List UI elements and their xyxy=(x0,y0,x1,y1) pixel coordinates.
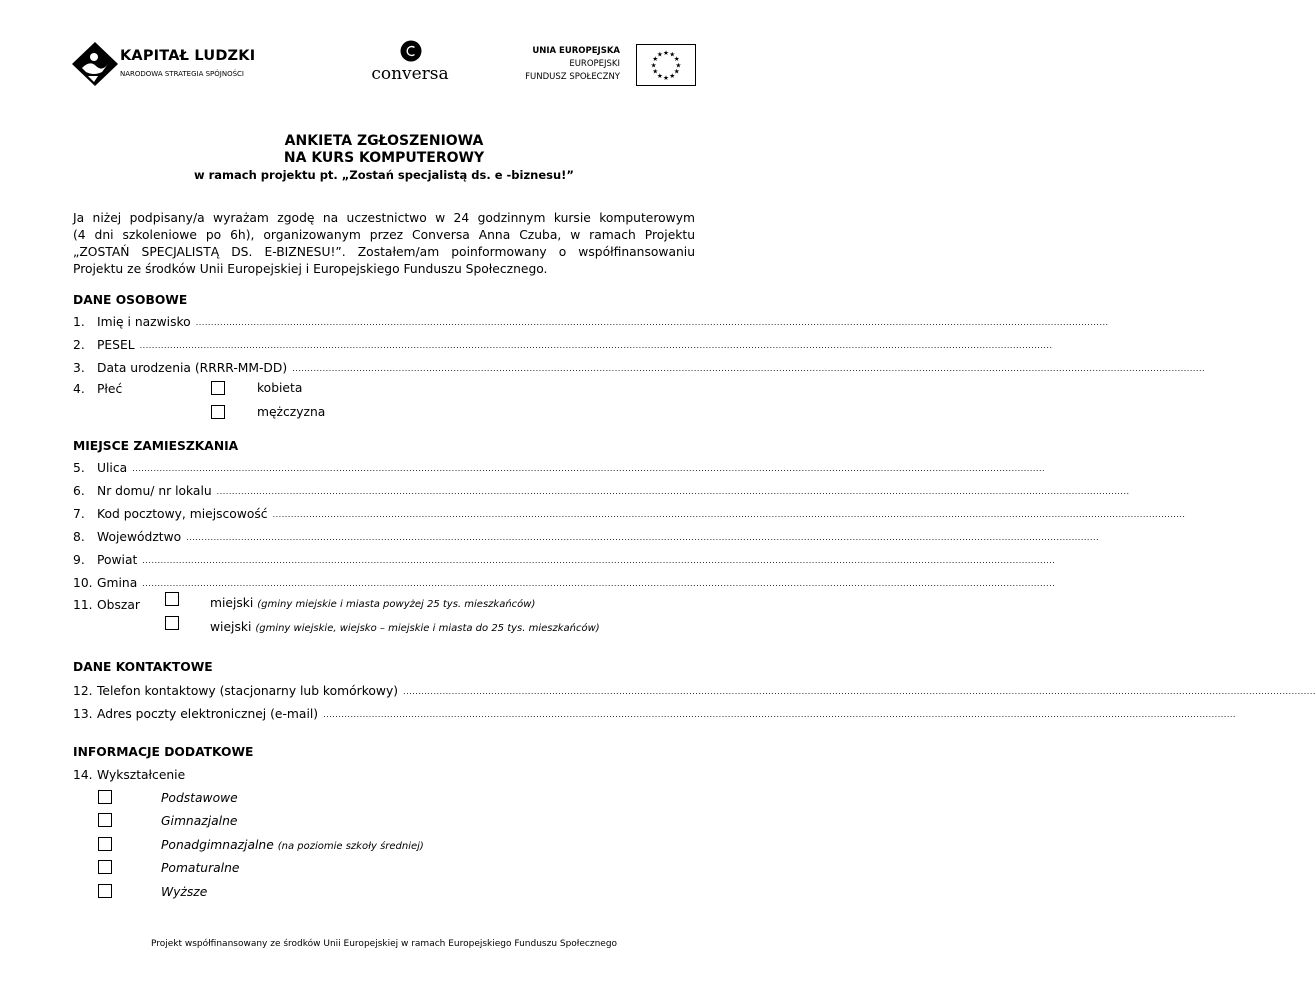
edu-post-secondary-label: Pomaturalne xyxy=(161,861,240,875)
field-label: Data urodzenia (RRRR-MM-DD) xyxy=(97,361,288,375)
fill-line[interactable]: ............................................................................................................................................................................................................................................................................................................ xyxy=(216,487,1130,496)
eu-star-icon: ★ xyxy=(656,72,663,81)
field-number: 13. xyxy=(73,707,93,721)
area-rural-option xyxy=(210,620,600,634)
field-number: 1. xyxy=(73,315,85,329)
consent-line: (4 dni szkoleniowe po 6h), organizowanym przez Conversa Anna Czuba, w ramach Projektu xyxy=(73,228,695,242)
edu-upper-secondary-option xyxy=(161,838,424,852)
fill-line[interactable]: ............................................................................................................................................................................................................................................................................................................ xyxy=(272,510,1186,519)
eu-star-icon: ★ xyxy=(656,50,663,59)
field-house-number[interactable] xyxy=(73,482,1130,498)
eu-star-icon: ★ xyxy=(650,61,657,70)
area-rural-checkbox[interactable] xyxy=(165,616,179,630)
field-phone[interactable] xyxy=(73,682,1316,698)
eu-star-icon: ★ xyxy=(669,50,676,59)
field-number: 4. xyxy=(73,382,85,396)
field-education xyxy=(73,766,273,782)
field-label: Kod pocztowy, miejscowość xyxy=(97,507,268,521)
consent-paragraph xyxy=(73,210,695,278)
kl-title: KAPITAŁ LUDZKI xyxy=(120,48,256,64)
area-urban-option xyxy=(210,596,535,610)
field-gender xyxy=(73,380,173,396)
section-contact-heading: DANE KONTAKTOWE xyxy=(73,660,213,674)
consent-line: Projektu ze środków Unii Europejskiej i Europejskiego Funduszu Społecznego. xyxy=(73,262,548,276)
fill-line[interactable]: ............................................................................................................................................................................................................................................................................................................ xyxy=(186,533,1100,542)
section-additional-heading: INFORMACJE DODATKOWE xyxy=(73,745,254,759)
eu-star-icon: ★ xyxy=(669,72,676,81)
field-label: Wykształcenie xyxy=(97,768,186,782)
field-number: 10. xyxy=(73,576,93,590)
eu-line1: UNIA EUROPEJSKA xyxy=(532,46,620,56)
edu-higher-checkbox[interactable] xyxy=(98,884,112,898)
field-number: 8. xyxy=(73,530,85,544)
kapital-ludzki-emblem-icon xyxy=(72,42,118,86)
section-residence-heading: MIEJSCE ZAMIESZKANIA xyxy=(73,439,239,453)
form-title-line1: ANKIETA ZGŁOSZENIOWA xyxy=(284,133,484,149)
area-rural-note: (gminy wiejskie, wiejsko – miejskie i miasta do 25 tys. mieszkańców) xyxy=(255,623,600,634)
eu-star-icon: ★ xyxy=(663,73,669,82)
fill-line[interactable]: ............................................................................................................................................................................................................................................................................................................ xyxy=(132,464,1046,473)
eu-star-icon: ★ xyxy=(652,67,659,76)
section-personal-heading: DANE OSOBOWE xyxy=(73,293,188,307)
field-postal-code[interactable] xyxy=(73,505,1186,521)
gender-male-label: mężczyzna xyxy=(257,405,326,419)
eu-star-icon: ★ xyxy=(663,49,669,57)
page-footer: Projekt współfinansowany ze środków Unii Europejskiej w ramach Europejskiego Funduszu Społecznego xyxy=(150,939,618,949)
field-email[interactable] xyxy=(73,705,1236,721)
gender-female-checkbox[interactable] xyxy=(211,381,225,395)
field-label: Adres poczty elektronicznej (e-mail) xyxy=(97,707,319,721)
consent-line: Ja niżej podpisany/a wyrażam zgodę na uczestnictwo w 24 godzinnym kursie komputerowym xyxy=(73,211,695,225)
area-urban-label: miejski xyxy=(210,596,254,610)
eu-star-icon: ★ xyxy=(673,55,680,64)
field-county[interactable] xyxy=(73,551,1056,567)
eu-star-icon: ★ xyxy=(673,67,680,76)
field-number: 14. xyxy=(73,768,93,782)
kapital-ludzki-logo xyxy=(72,42,256,88)
fill-line[interactable]: ............................................................................................................................................................................................................................................................................................................ xyxy=(142,579,1056,588)
edu-upper-secondary-note: (na poziomie szkoły średniej) xyxy=(277,841,424,852)
field-label: Powiat xyxy=(97,553,138,567)
field-commune[interactable] xyxy=(73,574,1056,590)
gender-male-checkbox[interactable] xyxy=(211,405,225,419)
field-number: 12. xyxy=(73,684,93,698)
field-label: PESEL xyxy=(97,338,135,352)
conversa-logo xyxy=(360,40,460,86)
conversa-wordmark: conversa xyxy=(371,64,449,84)
field-pesel[interactable] xyxy=(73,336,1053,352)
eu-line2: EUROPEJSKI xyxy=(569,59,620,69)
eu-flag-icon xyxy=(636,44,696,86)
field-number: 3. xyxy=(73,361,85,375)
field-street[interactable] xyxy=(73,459,1046,475)
fill-line[interactable]: ............................................................................................................................................................................................................................................................................................................ xyxy=(323,710,1236,719)
fill-line[interactable]: ............................................................................................................................................................................................................................................................................................................ xyxy=(292,364,1206,373)
eu-logo-text xyxy=(480,45,620,84)
edu-upper-secondary-checkbox[interactable] xyxy=(98,837,112,851)
edu-post-secondary-checkbox[interactable] xyxy=(98,860,112,874)
field-number: 9. xyxy=(73,553,85,567)
form-title-line2: NA KURS KOMPUTEROWY xyxy=(283,150,485,166)
kl-subtitle: NARODOWA STRATEGIA SPÓJNOŚCI xyxy=(120,70,244,78)
field-number: 7. xyxy=(73,507,85,521)
field-full-name[interactable] xyxy=(73,313,1109,329)
fill-line[interactable]: ............................................................................................................................................................................................................................................................................................................ xyxy=(195,318,1109,327)
field-label: Gmina xyxy=(97,576,138,590)
eu-star-icon: ★ xyxy=(652,55,659,64)
edu-upper-secondary-label: Ponadgimnazjalne xyxy=(161,838,274,852)
field-number: 11. xyxy=(73,598,93,612)
edu-lower-secondary-checkbox[interactable] xyxy=(98,813,112,827)
edu-primary-checkbox[interactable] xyxy=(98,790,112,804)
field-label: Województwo xyxy=(97,530,182,544)
edu-lower-secondary-label: Gimnazjalne xyxy=(161,814,238,828)
eu-line3: FUNDUSZ SPOŁECZNY xyxy=(525,72,620,82)
area-rural-label: wiejski xyxy=(210,620,252,634)
form-subtitle: w ramach projektu pt. „Zostań specjalistą ds. e -biznesu!” xyxy=(194,168,574,182)
field-label: Ulica xyxy=(97,461,128,475)
eu-star-icon: ★ xyxy=(675,61,682,70)
fill-line[interactable]: ............................................................................................................................................................................................................................................................................................................ xyxy=(139,341,1053,350)
field-label: Imię i nazwisko xyxy=(97,315,191,329)
field-number: 5. xyxy=(73,461,85,475)
field-label: Obszar xyxy=(97,598,140,612)
field-number: 2. xyxy=(73,338,85,352)
field-number: 6. xyxy=(73,484,85,498)
field-voivodeship[interactable] xyxy=(73,528,1100,544)
consent-line: „ZOSTAŃ SPECJALISTĄ DS. E-BIZNESU!”. Zostałem/am poinformowany o współfinansowaniu xyxy=(73,245,695,259)
fill-line[interactable]: ............................................................................................................................................................................................................................................................................................................ xyxy=(403,687,1316,696)
field-label: Płeć xyxy=(97,382,123,396)
area-urban-note: (gminy miejskie i miasta powyżej 25 tys. mieszkańców) xyxy=(257,599,536,610)
edu-primary-label: Podstawowe xyxy=(161,791,238,805)
gender-female-label: kobieta xyxy=(257,381,303,395)
fill-line[interactable]: ............................................................................................................................................................................................................................................................................................................ xyxy=(142,556,1056,565)
field-birth-date[interactable] xyxy=(73,359,1206,375)
edu-higher-label: Wyższe xyxy=(161,885,208,899)
conversa-emblem-icon xyxy=(400,40,422,62)
area-urban-checkbox[interactable] xyxy=(165,592,179,606)
field-label: Telefon kontaktowy (stacjonarny lub komórkowy) xyxy=(97,684,399,698)
field-label: Nr domu/ nr lokalu xyxy=(97,484,212,498)
